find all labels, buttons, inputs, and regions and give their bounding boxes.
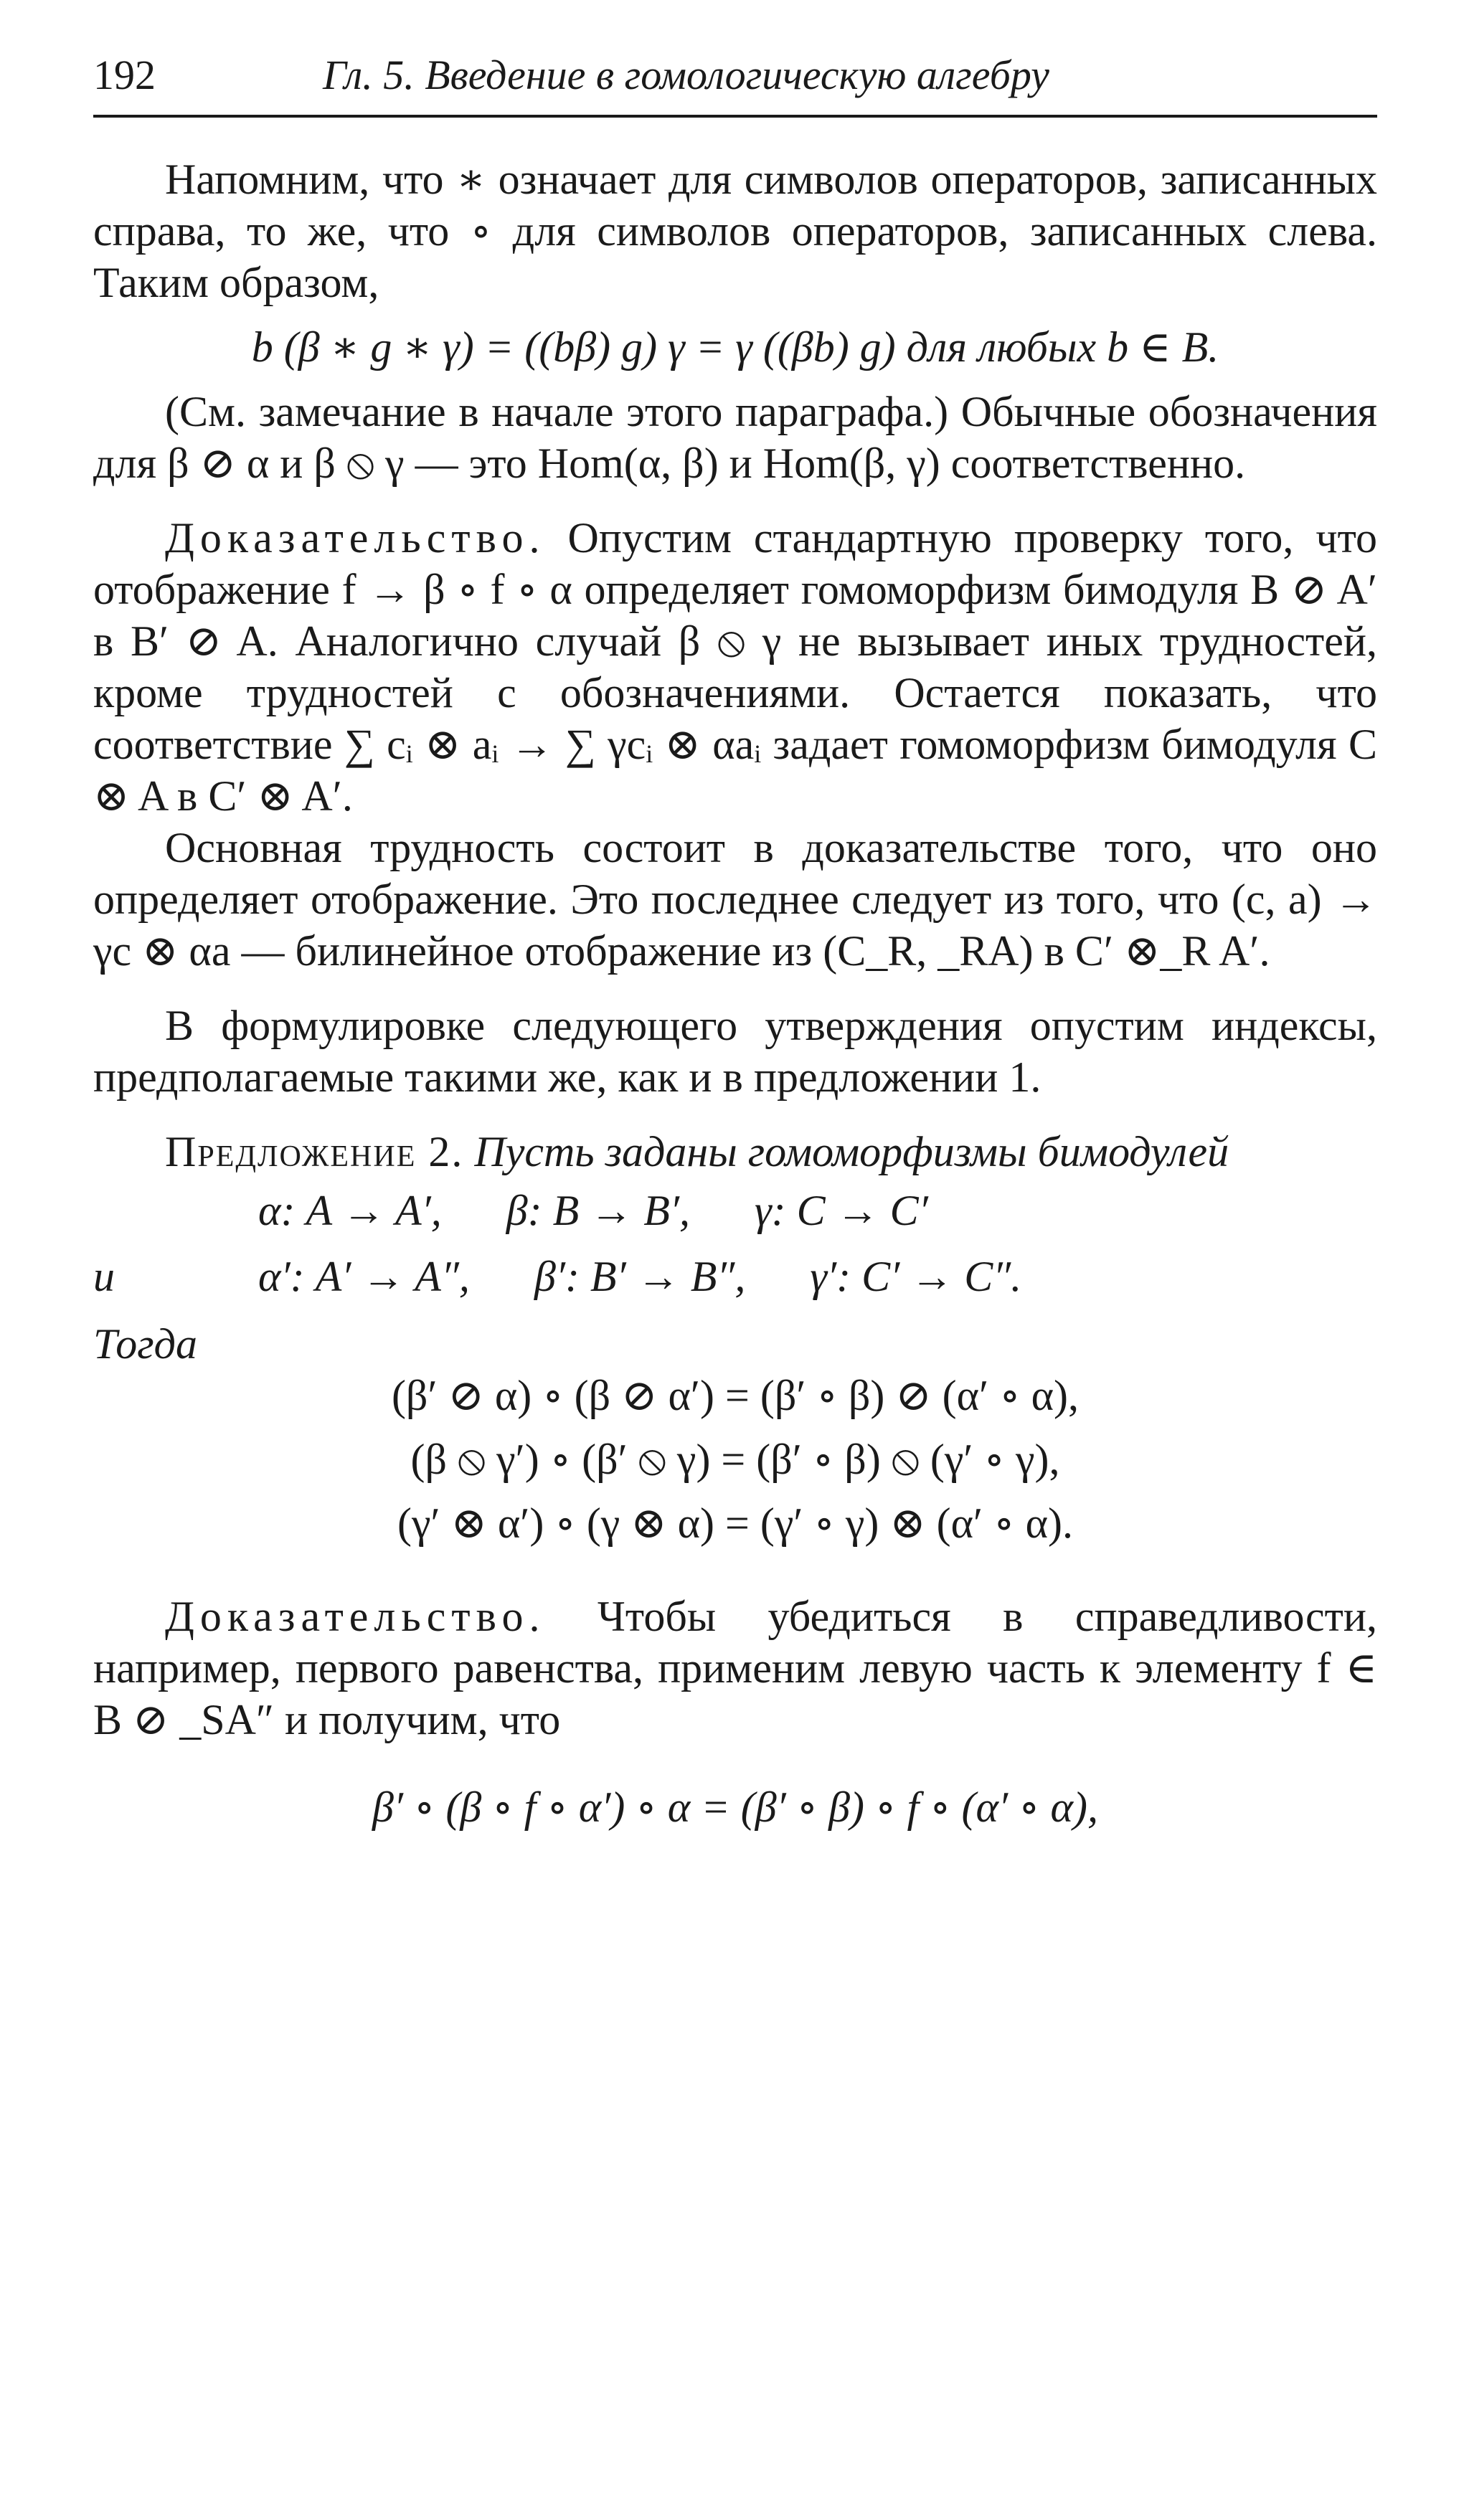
proof-1 xyxy=(93,512,1377,822)
alpha-map: α: A → A′, xyxy=(258,1187,442,1234)
alpha-prime-map: α′: A′ → A″, xyxy=(258,1253,470,1300)
equations-block xyxy=(93,1364,1377,1555)
page-number: 192 xyxy=(93,52,156,98)
equation-2a: (β′ ⊘ α) ∘ (β ⊘ α′) = (β′ ∘ β) ⊘ (α′ ∘ α), xyxy=(391,1372,1080,1419)
proof-1-text: Опустим стандартную проверку того, что отображение f → β ∘ f ∘ α определяет гомоморфизм бимодуля B ⊘ A′ в B′ ⊘ A. Аналогично случай β ⦸ γ не вызывает иных трудностей, кроме трудностей с обозначениями. Остается показать, что соответствие ∑ cᵢ ⊗ aᵢ → ∑ γcᵢ ⊗ αaᵢ задает гомоморфизм бимодуля C ⊗ A в C′ ⊗ A′. xyxy=(93,514,1378,820)
gamma-map: γ: C → C′ xyxy=(755,1187,928,1234)
running-head: Гл. 5. Введение в гомологическую алгебру xyxy=(323,52,1049,98)
and-word: и xyxy=(93,1253,115,1300)
equation-1: b (β ∗ g ∗ γ) = ((bβ) g) γ = γ ((βb) g) для любых b ∈ B. xyxy=(251,323,1219,371)
gamma-prime-map: γ′: C′ → C″. xyxy=(810,1253,1022,1300)
equation-3: β′ ∘ (β ∘ f ∘ α′) ∘ α = (β′ ∘ β) ∘ f ∘ (α′ ∘ α), xyxy=(372,1784,1099,1832)
paragraph-4: В формулировке следующего утверждения опустим индексы, предполагаемые такими же, как и в предложении 1. xyxy=(93,1002,1377,1101)
beta-map: β: B → B′, xyxy=(506,1187,691,1234)
proposition-text: Пусть заданы гомоморфизмы бимодулей xyxy=(474,1128,1229,1175)
book-page xyxy=(93,50,1377,1846)
page-header xyxy=(93,50,1377,118)
then-word: Тогда xyxy=(93,1320,197,1368)
proposition-2 xyxy=(93,1126,1377,1178)
proof-1-label: Доказательство. xyxy=(165,514,546,562)
paragraph-1: Напомним, что ∗ означает для символов операторов, записанных справа, то же, что ∘ для символов операторов, записанных слева. Таким образом, xyxy=(93,156,1377,306)
proposition-label: Предложение 2. xyxy=(165,1128,464,1175)
homomorphisms-row-1 xyxy=(93,1178,1377,1244)
proof-2-text: Чтобы убедиться в справедливости, например, первого равенства, применим левую часть к элементу f ∈ B ⊘ _SA″ и получим, что xyxy=(93,1593,1377,1744)
equation-2c: (γ′ ⊗ α′) ∘ (γ ⊗ α) = (γ′ ∘ γ) ⊗ (α′ ∘ α). xyxy=(397,1499,1074,1547)
paragraph-3: Основная трудность состоит в доказательстве того, что оно определяет отображение. Это последнее следует из того, что (c, a) → γc ⊗ αa — билинейное отображение из (C_R, _RA) в C′ ⊗_R A′. xyxy=(93,824,1377,975)
equation-2b: (β ⦸ γ′) ∘ (β′ ⦸ γ) = (β′ ∘ β) ⦸ (γ′ ∘ γ), xyxy=(410,1435,1060,1483)
homomorphisms-row-2 xyxy=(93,1244,1377,1309)
beta-prime-map: β′: B′ → B″, xyxy=(534,1253,746,1300)
proof-2-label: Доказательство. xyxy=(165,1593,546,1641)
paragraph-2: (См. замечание в начале этого параграфа.) Обычные обозначения для β ⊘ α и β ⦸ γ — это Hom(α, β) и Hom(β, γ) соответственно. xyxy=(93,388,1377,487)
proof-2 xyxy=(93,1591,1377,1745)
